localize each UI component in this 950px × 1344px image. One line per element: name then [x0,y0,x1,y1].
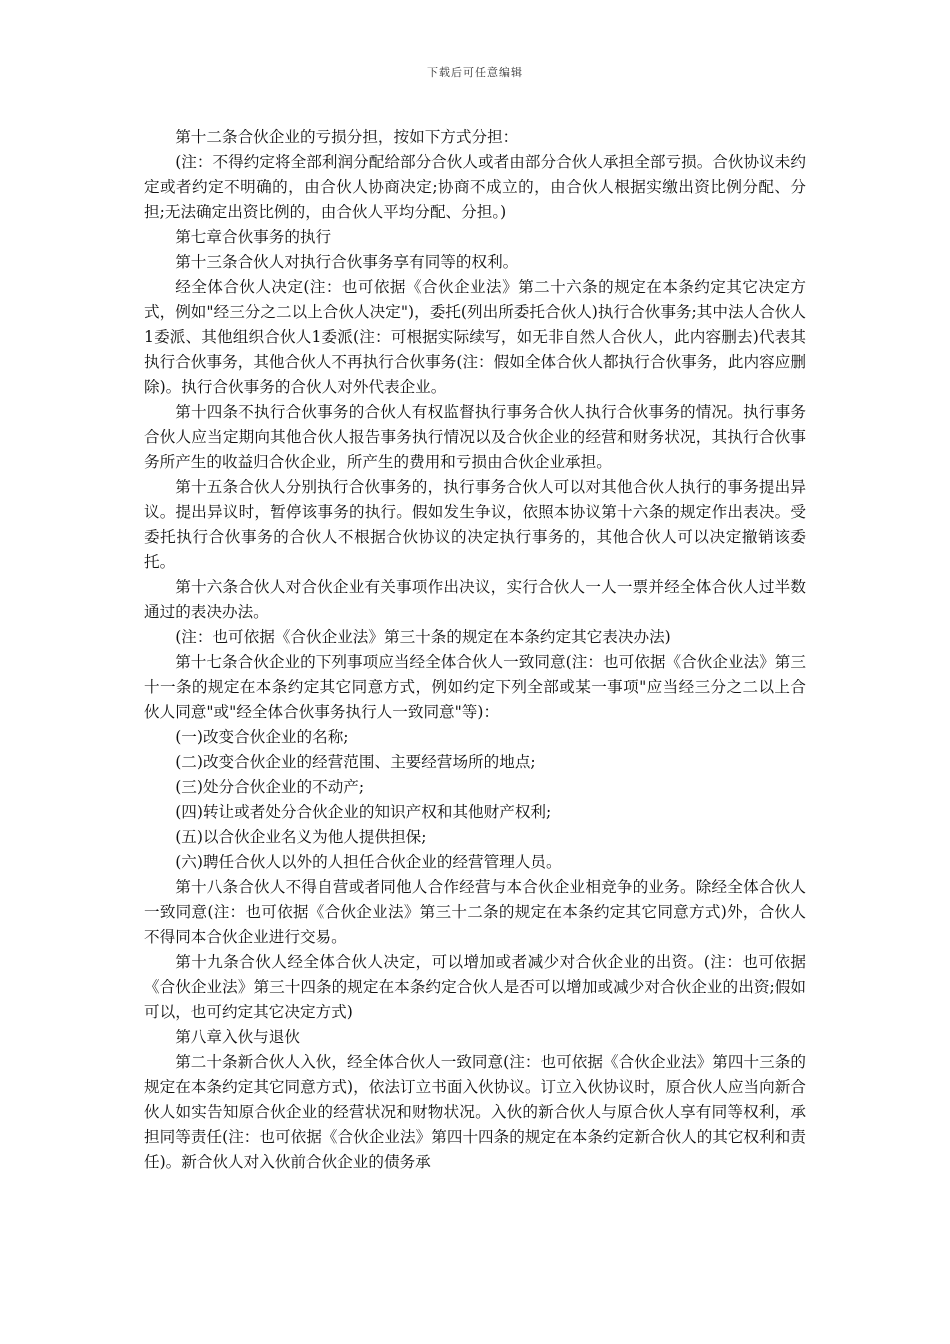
paragraph-article-19: 第十九条合伙人经全体合伙人决定，可以增加或者减少对合伙企业的出资。(注：也可依据《合伙企业法》第三十四条的规定在本条约定合伙人是否可以增加或减少对合伙企业的出资;假如可以，也可约定其它决定方式) [144,953,806,1021]
list-item-1: (一)改变合伙企业的名称; [175,728,349,746]
paragraph-note-16: (注：也可依据《合伙企业法》第三十条的规定在本条约定其它表决办法) [175,628,671,646]
list-item-3: (三)处分合伙企业的不动产; [175,778,365,796]
document-body [144,125,806,1175]
paragraph-article-13: 第十三条合伙人对执行合伙事务享有同等的权利。 [175,253,519,271]
paragraph-article-18: 第十八条合伙人不得自营或者同他人合作经营与本合伙企业相竞争的业务。除经全体合伙人一致同意(注：也可依据《合伙企业法》第三十二条的规定在本条约定其它同意方式)外，合伙人不得同本合伙企业进行交易。 [144,878,806,946]
paragraph-article-13-detail: 经全体合伙人决定(注：也可依据《合伙企业法》第二十六条的规定在本条约定其它决定方式，例如"经三分之二以上合伙人决定")，委托(列出所委托合伙人)执行合伙事务;其中法人合伙人1委派、其他组织合伙人1委派(注：可根据实际续写，如无非自然人合伙人，此内容删去)代表其执行合伙事务，其他合伙人不再执行合伙事务(注：假如全体合伙人都执行合伙事务，此内容应删除)。执行合伙事务的合伙人对外代表企业。 [144,278,806,396]
paragraph-article-20: 第二十条新合伙人入伙，经全体合伙人一致同意(注：也可依据《合伙企业法》第四十三条的规定在本条约定其它同意方式)，依法订立书面入伙协议。订立入伙协议时，原合伙人应当向新合伙人如实告知原合伙企业的经营状况和财物状况。入伙的新合伙人与原合伙人享有同等权利，承担同等责任(注：也可依据《合伙企业法》第四十四条的规定在本条约定新合伙人的其它权利和责任)。新合伙人对入伙前合伙企业的债务承 [144,1053,806,1171]
page-header: 下载后可任意编辑 [427,66,523,79]
chapter-heading-8: 第八章入伙与退伙 [175,1028,300,1046]
paragraph-article-15: 第十五条合伙人分别执行合伙事务的，执行事务合伙人可以对其他合伙人执行的事务提出异议。提出异议时，暂停该事务的执行。假如发生争议，依照本协议第十六条的规定作出表决。受委托执行合伙事务的合伙人不根据合伙协议的决定执行事务的，其他合伙人可以决定撤销该委托。 [144,478,806,571]
paragraph-article-12: 第十二条合伙企业的亏损分担，按如下方式分担： [175,128,519,146]
paragraph-article-14: 第十四条不执行合伙事务的合伙人有权监督执行事务合伙人执行合伙事务的情况。执行事务合伙人应当定期向其他合伙人报告事务执行情况以及合伙企业的经营和财务状况，其执行合伙事务所产生的收益归合伙企业，所产生的费用和亏损由合伙企业承担。 [144,403,806,471]
chapter-heading-7: 第七章合伙事务的执行 [175,228,332,246]
list-item-2: (二)改变合伙企业的经营范围、主要经营场所的地点; [175,753,536,771]
paragraph-article-16: 第十六条合伙人对合伙企业有关事项作出决议，实行合伙人一人一票并经全体合伙人过半数通过的表决办法。 [144,578,806,621]
list-item-6: (六)聘任合伙人以外的人担任合伙企业的经营管理人员。 [175,853,562,871]
list-item-4: (四)转让或者处分合伙企业的知识产权和其他财产权利; [175,803,552,821]
paragraph-article-17: 第十七条合伙企业的下列事项应当经全体合伙人一致同意(注：也可依据《合伙企业法》第三十一条的规定在本条约定其它同意方式，例如约定下列全部或某一事项"应当经三分之二以上合伙人同意"或"经全体合伙事务执行人一致同意"等)： [144,653,806,721]
list-item-5: (五)以合伙企业名义为他人提供担保; [175,828,427,846]
paragraph-note-12: (注：不得约定将全部利润分配给部分合伙人或者由部分合伙人承担全部亏损。合伙协议未约定或者约定不明确的，由合伙人协商决定;协商不成立的，由合伙人根据实缴出资比例分配、分担;无法确定出资比例的，由合伙人平均分配、分担。) [144,153,806,221]
